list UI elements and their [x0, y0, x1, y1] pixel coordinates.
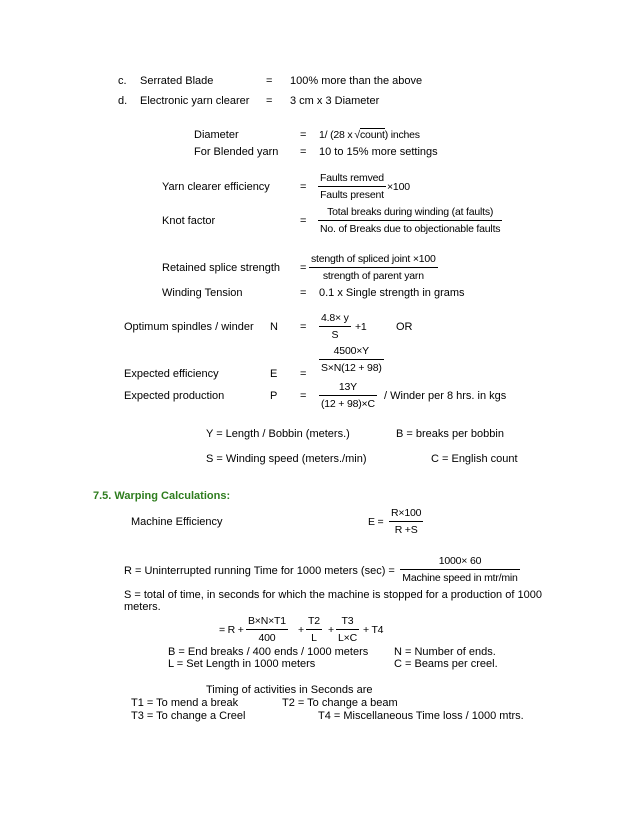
s-formula-tail: + T4: [363, 624, 384, 636]
clearer-eff-eq: =: [300, 181, 307, 193]
item-c-label: Serrated Blade: [140, 75, 214, 87]
machine-eff-label: Machine Efficiency: [131, 516, 223, 528]
efficiency-sym: E: [270, 368, 278, 380]
r-def-fraction: [400, 555, 520, 585]
diameter-count: count: [360, 129, 385, 141]
legend-num-ends: N = Number of ends.: [394, 646, 496, 658]
spindles-eq: =: [300, 321, 307, 333]
clearer-eff-fraction: [318, 172, 386, 202]
item-c-eq: =: [266, 75, 273, 87]
spindles-tail: +1: [355, 321, 367, 333]
production-sym: P: [270, 390, 278, 402]
blended-eq: =: [300, 146, 307, 158]
clearer-eff-num: Faults remved: [318, 172, 386, 187]
splice-fraction: [309, 253, 438, 283]
timing-title: Timing of activities in Seconds are: [206, 684, 373, 696]
diameter-label: Diameter: [194, 129, 239, 141]
tension-value: 0.1 x Single strength in grams: [319, 287, 465, 299]
clearer-eff-den: Faults present: [320, 189, 384, 201]
s-formula-plus1: +: [298, 624, 304, 636]
legend-beams-creel: C = Beams per creel.: [394, 658, 498, 670]
timing-t4: T4 = Miscellaneous Time loss / 1000 mtrs.: [318, 710, 524, 722]
legend-b: B = breaks per bobbin: [396, 428, 504, 440]
splice-den: strength of parent yarn: [322, 270, 424, 282]
s-def-line2: meters.: [124, 601, 161, 613]
section-heading: 7.5. Warping Calculations:: [93, 490, 231, 502]
s-formula-f1: [246, 615, 288, 645]
timing-t2: T2 = To change a beam: [282, 697, 398, 709]
legend-c: C = English count: [431, 453, 518, 465]
s-formula-plus2: +: [328, 624, 334, 636]
spindles-label: Optimum spindles / winder: [124, 321, 254, 333]
production-tail: / Winder per 8 hrs. in kgs: [384, 390, 507, 402]
legend-end-breaks: B = End breaks / 400 ends / 1000 meters: [168, 646, 369, 658]
legend-s: S = Winding speed (meters./min): [206, 453, 367, 465]
radical-sign: √: [354, 129, 360, 141]
s-formula-f1-den: 400: [258, 632, 276, 644]
timing-t3: T3 = To change a Creel: [131, 710, 246, 722]
machine-eff-fraction: [389, 507, 423, 537]
spindles-or: OR: [396, 321, 413, 333]
item-d-letter: d.: [118, 95, 128, 107]
item-d-label: Electronic yarn clearer: [140, 95, 250, 107]
s-formula-lhs: = R +: [219, 624, 244, 636]
knot-num: Total breaks during winding (at faults): [318, 206, 502, 221]
s-formula-f3-num: T3: [336, 615, 359, 630]
splice-num: stength of spliced joint ×100: [309, 253, 438, 268]
clearer-eff-label: Yarn clearer efficiency: [162, 181, 270, 193]
s-formula-f3-den: L×C: [338, 632, 357, 644]
diameter-formula: [319, 129, 420, 142]
tension-label: Winding Tension: [162, 287, 243, 299]
knot-label: Knot factor: [162, 215, 216, 227]
production-den: (12 + 98)×C: [321, 398, 375, 410]
efficiency-num: 4500×Y: [319, 345, 384, 360]
splice-eq: =: [300, 262, 307, 274]
item-c-value: 100% more than the above: [290, 75, 423, 87]
spindles-fraction: [319, 312, 351, 342]
splice-label: Retained splice strength: [162, 262, 281, 274]
s-formula-f1-num: B×N×T1: [246, 615, 288, 630]
item-d-eq: =: [266, 95, 273, 107]
r-def-text: R = Uninterrupted running Time for 1000 meters (sec) =: [124, 565, 395, 577]
s-formula-f2-den: L: [311, 632, 317, 644]
legend-y: Y = Length / Bobbin (meters.): [206, 428, 350, 440]
item-d-value: 3 cm x 3 Diameter: [290, 95, 380, 107]
machine-eff-num: R×100: [389, 507, 423, 522]
production-label: Expected production: [124, 390, 225, 402]
s-formula-f2: [306, 615, 322, 645]
efficiency-fraction: [319, 345, 384, 375]
s-formula-f2-num: T2: [306, 615, 322, 630]
tension-eq: =: [300, 287, 307, 299]
diameter-post: ) inches: [384, 129, 420, 141]
knot-fraction: [318, 206, 502, 236]
knot-eq: =: [300, 215, 307, 227]
spindles-num: 4.8× y: [319, 312, 351, 327]
efficiency-den: S×N(12 + 98): [321, 362, 382, 374]
s-def-line1: S = total of time, in seconds for which the machine is stopped for a production of 1000: [124, 589, 542, 601]
blended-value: 10 to 15% more settings: [319, 146, 438, 158]
machine-eff-den: R +S: [394, 524, 418, 536]
timing-t1: T1 = To mend a break: [131, 697, 239, 709]
production-eq: =: [300, 390, 307, 402]
spindles-den: S: [331, 329, 339, 341]
knot-den: No. of Breaks due to objectionable faults: [320, 223, 501, 235]
legend-set-length: L = Set Length in 1000 meters: [168, 658, 316, 670]
clearer-eff-tail: ×100: [387, 181, 410, 193]
r-def-den: Machine speed in mtr/min: [402, 572, 518, 584]
diameter-pre: 1/ (28 x: [319, 129, 353, 141]
production-fraction: [319, 381, 377, 411]
diameter-eq: =: [300, 129, 307, 141]
s-formula-f3: [336, 615, 359, 645]
efficiency-eq: =: [300, 368, 307, 380]
item-c-letter: c.: [118, 75, 127, 87]
spindles-sym: N: [270, 321, 278, 333]
r-def-num: 1000× 60: [400, 555, 520, 570]
machine-eff-lhs: E =: [368, 516, 384, 528]
efficiency-label: Expected efficiency: [124, 368, 219, 380]
production-num: 13Y: [319, 381, 377, 396]
blended-label: For Blended yarn: [194, 146, 279, 158]
